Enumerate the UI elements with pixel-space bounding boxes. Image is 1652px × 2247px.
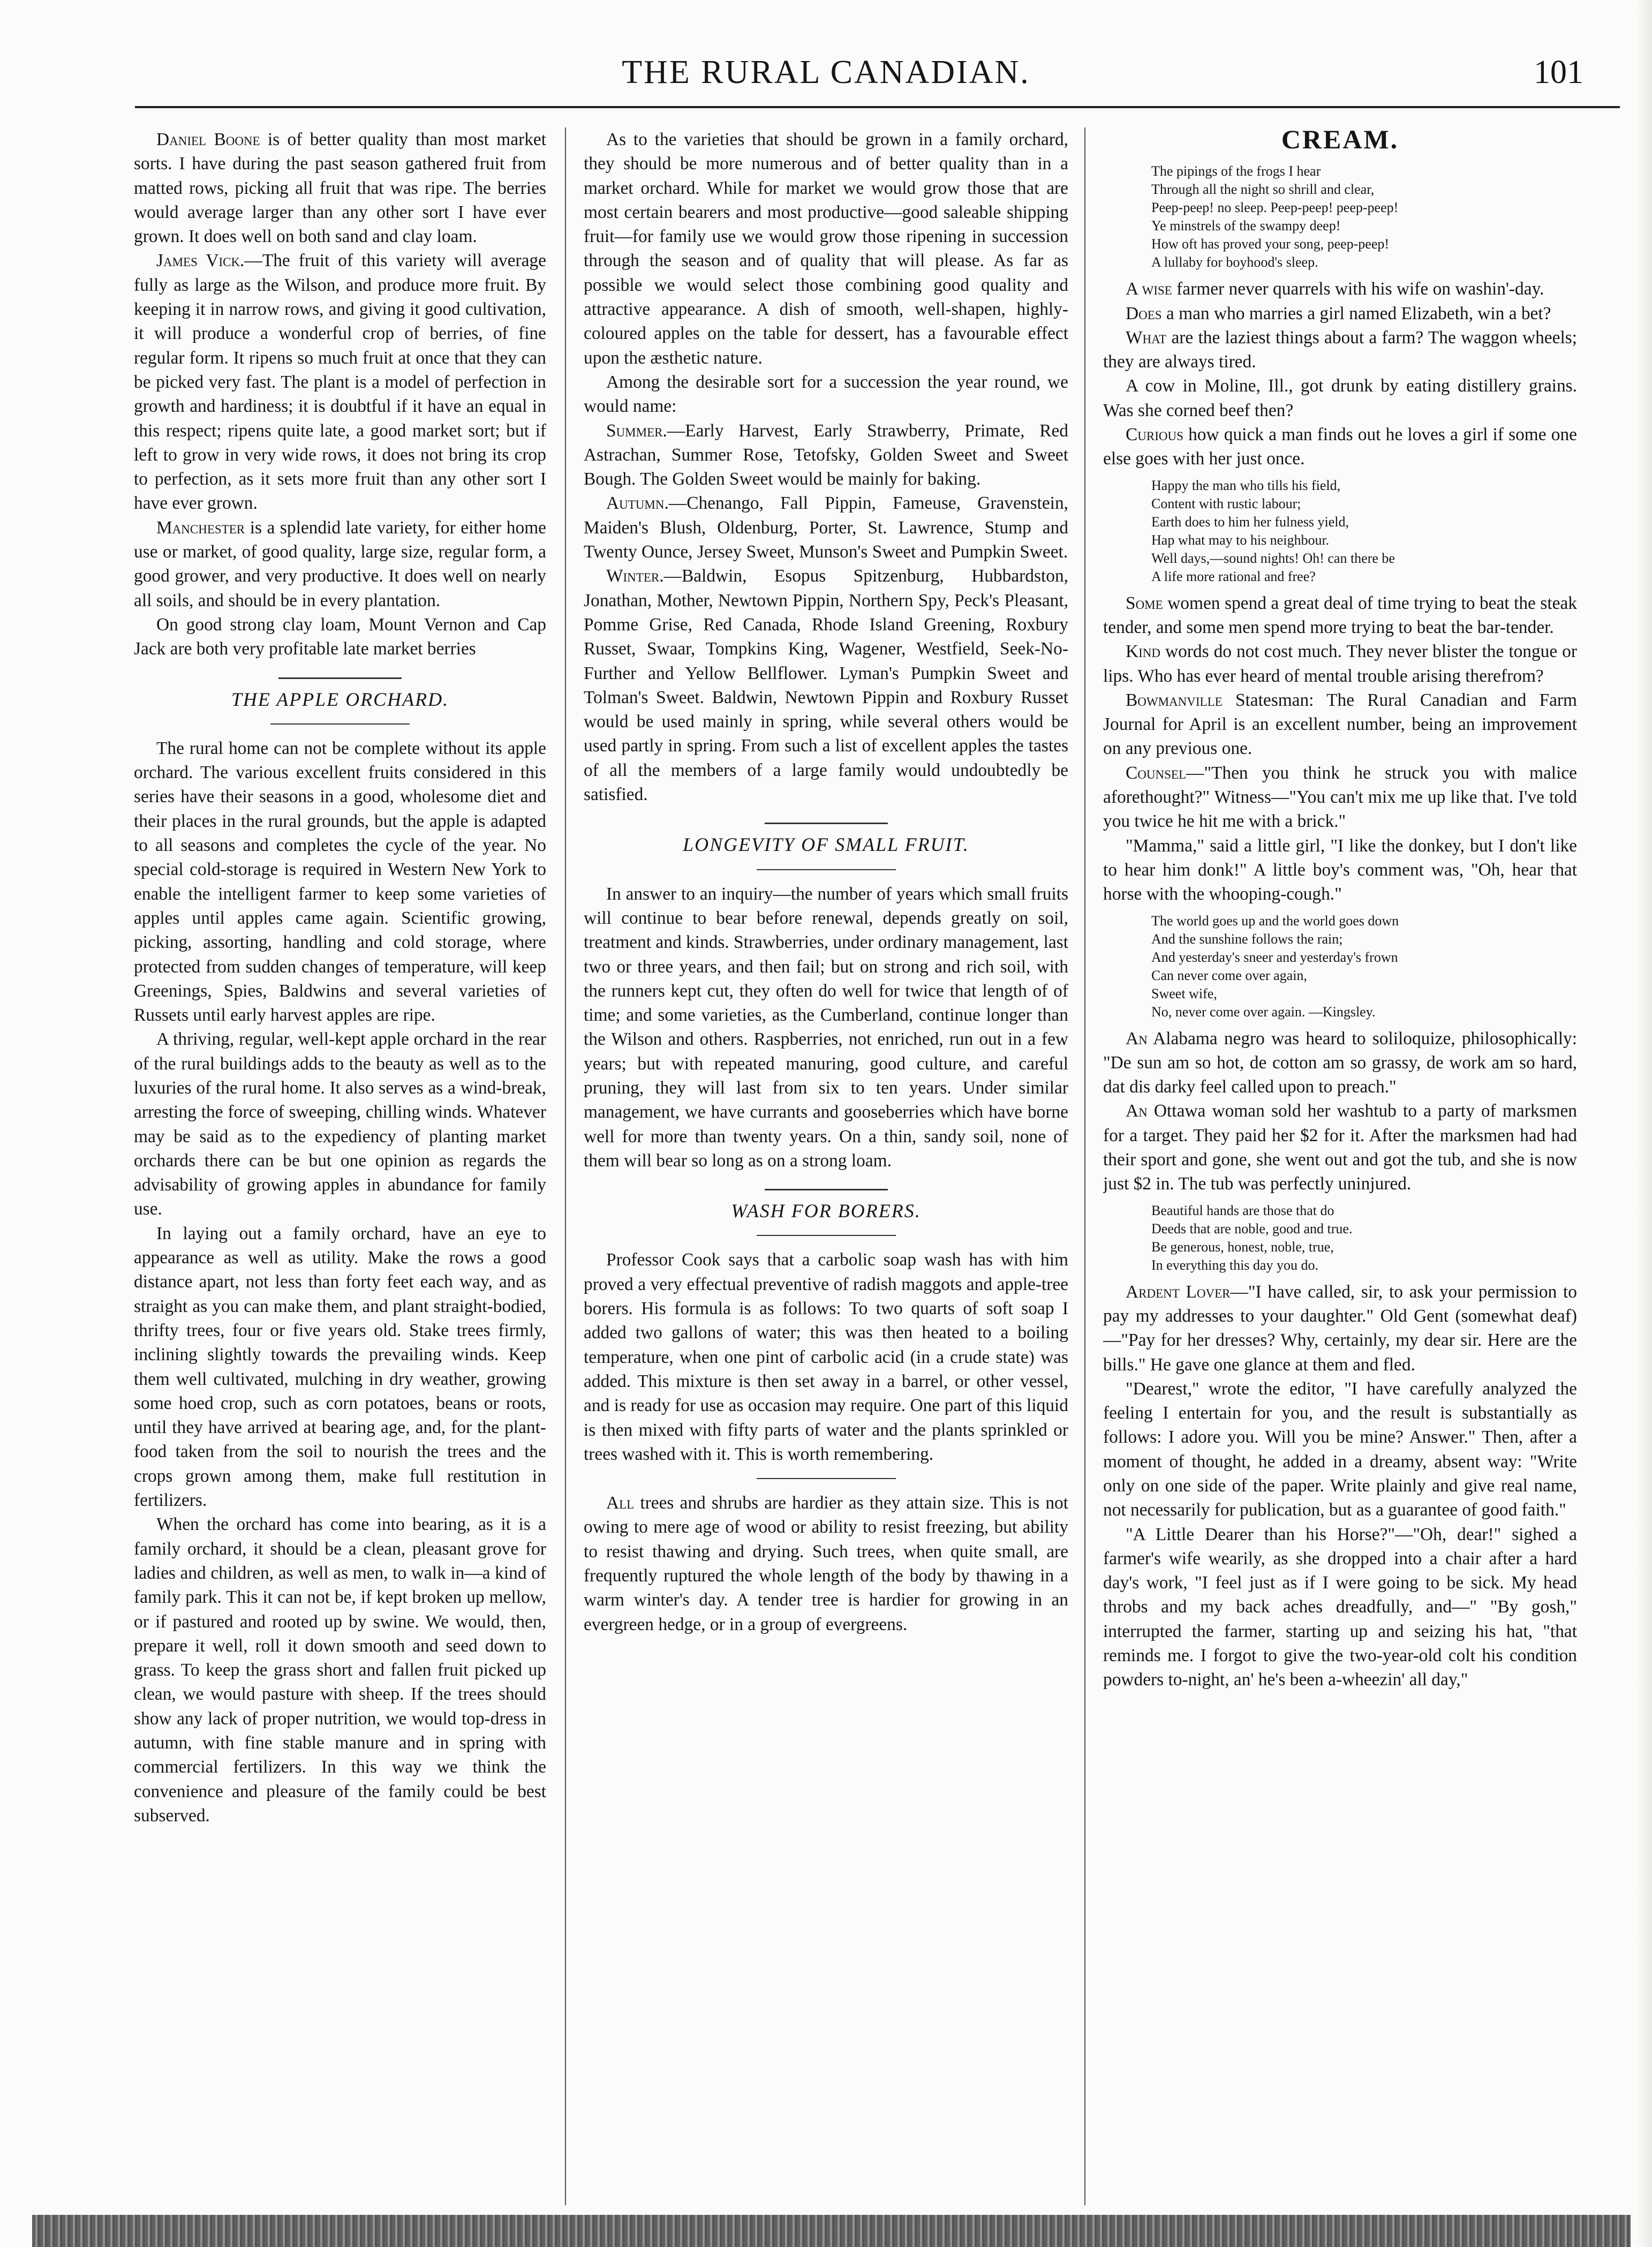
joke-washtub: An Ottawa woman sold her washtub to a party of marksmen for a target. They paid her $2 for it. After the marksmen had had their sport and gone, she went out and got the tub, and she is now just $2 in. The tub was perfectly uninjured. xyxy=(1103,1101,1577,1194)
joke-elizabeth: Does a man who marries a girl named Elizabeth, win a bet? xyxy=(1126,303,1551,323)
page-header xyxy=(0,54,1652,102)
paragraph-apple-2: A thriving, regular, well-kept apple orchard in the rear of the rural buildings adds to the beauty as well as to the luxuries of the rural home. It also serves as a wind-break, arresting the force of sweeping, chilling winds. Whatever may be said as to the expediency of planting market orchards there can be but one opinion as regards the advisability of growing apples in abundance for family use. xyxy=(134,1029,546,1219)
joke-little-dearer: "A Little Dearer than his Horse?"—"Oh, dear!" sighed a farmer's wife wearily, as she dropped into a chair after a hard day's work, "I feel just as if I were going to be sick. My head throbs and my back aches dreadfully, and—" "By gosh," interrupted the farmer, starting up and seizing his hat, "that reminds me. I forgot to give the two-year-old colt his condition powders to-night, an' he's been a-wheezin' all day," xyxy=(1103,1524,1577,1690)
column-divider-2 xyxy=(1084,127,1085,2205)
joke-kind-words: Kind words do not cost much. They never blister the tongue or lips. Who has ever heard of mental trouble arising therefrom? xyxy=(1103,642,1577,686)
page-number: 101 xyxy=(1534,54,1583,91)
paragraph-daniel-boone: Daniel Boone is of better quality than most market sorts. I have during the past season gathered fruit from matted rows, picking all fruit that was ripe. The berries would average larger than any other sort I have ever grown. It does well on both sand and clay loam. xyxy=(134,130,546,247)
paragraph-mount-vernon: On good strong clay loam, Mount Vernon and Cap Jack are both very profitable late market berries xyxy=(134,614,546,659)
column-middle xyxy=(584,127,1068,2216)
poem-kingsley: The world goes up and the world goes down And the sunshine follows the rain; And yesterday's sneer and yesterday's frown Can never come over again, Sweet wife, No, never come over again. —Kingsley. xyxy=(1151,913,1399,1020)
paragraph-apple-3: In laying out a family orchard, have an eye to appearance as well as utility. Make the rows a good distance apart, not less than forty feet each way, and as straight as you can make them, and plant straight-bodied, thrifty trees, four or five years old. Stake trees firmly, inclining slightly towards the prevailing winds. Keep them well cultivated, mulching in dry weather, growing some hoed crop, such as corn potatoes, beans or roots, until they have arrived at bearing age, and, for the plant-food taken from the soil to nourish the trees and the crops grown among them, make full restitution in fertilizers. xyxy=(134,1223,546,1511)
heading-longevity: LONGEVITY OF SMALL FRUIT. xyxy=(683,834,969,856)
joke-donkey: "Mamma," said a little girl, "I like the donkey, but I don't like to hear him donk!" A little boy's comment was, "Oh, hear that horse with the whooping-cough." xyxy=(1103,835,1577,904)
paragraph-apple-1: The rural home can not be complete without its apple orchard. The various excellent fruits considered in this series have their seasons in a good, wholesome diet and their places in the rural grounds, but the apple is adapted to all seasons and completes the cycle of the year. No special cold-storage is required in Western New York to enable the intelligent farmer to keep some varieties of apples until apples came again. Scientific growing, picking, assorting, handling and cold storage, where protected from sudden changes of temperature, will keep Greenings, Spies, Baldwins and several varieties of Russets until early harvest apples are ripe. xyxy=(134,738,546,1026)
paragraph-james-vick: James Vick.—The fruit of this variety will average fully as large as the Wilson, and produce more fruit. By keeping it in narrow rows, and giving it good cultivation, it will produce a wonderful crop of berries, of fine regular form. It ripens so much fruit at once that they can be picked very fast. The plant is a model of perfection in growth and hardiness; it is doubtful if it have an equal in this respect; ripens quite late, a good market sort; but if left to grow in very wide rows, it does not bring its crop to perfection, as it sets more fruit than any other sort I have ever grown. xyxy=(134,251,546,514)
poem-beautiful-hands: Beautiful hands are those that do Deeds that are noble, good and true. Be generous, honest, noble, true, In everything this day you do. xyxy=(1151,1202,1353,1273)
section-rule xyxy=(278,677,402,679)
heading-cream: CREAM. xyxy=(1281,127,1399,154)
joke-cow: A cow in Moline, Ill., got drunk by eating distillery grains. Was she corned beef then? xyxy=(1103,376,1577,420)
heading-wash-for-borers: WASH FOR BORERS. xyxy=(731,1200,921,1222)
joke-alabama: An Alabama negro was heard to soliloquize, philosophically: "De sun am so hot, de cotton am so grassy, de work am so hard, dat dis darky feel called upon to preach." xyxy=(1103,1028,1577,1097)
section-rule xyxy=(757,1478,896,1479)
section-rule xyxy=(757,1235,896,1236)
scan-right-edge xyxy=(1636,0,1652,2247)
section-rule xyxy=(757,869,896,870)
paragraph-autumn: Autumn.—Chenango, Fall Pippin, Fameuse, Gravenstein, Maiden's Blush, Oldenburg, Porter, St. Lawrence, Stump and Twenty Ounce, Jersey Sweet, Munson's Sweet and Pumpkin Sweet. xyxy=(584,493,1068,562)
paragraph-trees: All trees and shrubs are hardier as they attain size. This is not owing to mere age of wood or ability to resist freezing, but ability to resist thawing and drying. Such trees, when quite small, are frequently ruptured the whole length of the body by thawing in a warm winter's day. A tender tree is hardier for growing in an evergreen hedge, or in a group of evergreens. xyxy=(584,1493,1068,1634)
poem-happy-man: Happy the man who tills his field, Content with rustic labour; Earth does to him her fulness yield, Hap what may to his neighbour. Well days,—sound nights! Oh! can there be A life more rational and free? xyxy=(1151,477,1395,584)
scan-edge-strip xyxy=(32,2215,1631,2247)
newspaper-title: THE RURAL CANADIAN. xyxy=(622,54,1030,91)
paragraph-winter: Winter.—Baldwin, Esopus Spitzenburg, Hubbardston, Jonathan, Mother, Newtown Pippin, Northern Spy, Peck's Pleasant, Pomme Grise, Red Canada, Rhode Island Greening, Roxbury Russet, Swaar, Tompkins King, Wagener, Westfield, Seek-No-Further and Yellow Bellflower. Lyman's Pumpkin Sweet and Tolman's Sweet. Baldwin, Newtown Pippin and Roxbury Russet would be used mainly in spring, while several others would be used partly in spring. From such a list of excellent apples the tastes of all the members of a large family would undoubtedly be satisfied. xyxy=(584,566,1068,805)
paragraph-summer: Summer.—Early Harvest, Early Strawberry, Primate, Red Astrachan, Summer Rose, Tetofsky, Golden Sweet and Sweet Bough. The Golden Sweet would be mainly for baking. xyxy=(584,420,1068,489)
notice-bowmanville: Bowmanville Statesman: The Rural Canadian and Farm Journal for April is an excellent number, being an improvement on any previous one. xyxy=(1103,690,1577,759)
column-right xyxy=(1103,127,1577,2216)
column-divider-1 xyxy=(565,127,566,2205)
joke-counsel: Counsel—"Then you think he struck you with malice aforethought?" Witness—"You can't mix me up like that. I've told you twice he hit me with a brick." xyxy=(1103,763,1577,832)
joke-bar-tender: Some women spend a great deal of time trying to beat the steak tender, and some men spend more trying to beat the bar-tender. xyxy=(1103,593,1577,637)
section-rule xyxy=(270,723,410,725)
section-rule xyxy=(765,823,888,824)
joke-washin-day: A wise farmer never quarrels with his wife on washin'-day. xyxy=(1126,279,1544,299)
paragraph-apple-4: When the orchard has come into bearing, as it is a family orchard, it should be a clean, pleasant grove for ladies and children, as well as men, to walk in—a kind of family park. This it can not be, if kept broken up mellow, or if pastured and rooted up by swine. We would, then, prepare it well, roll it down smooth and seed down to grass. To keep the grass short and fallen fruit picked up clean, we would pasture with sheep. If the trees should show any lack of proper nutrition, we would top-dress in autumn, with fine stable manure and in spring with commercial fertilizers. In this way we think the convenience and pleasure of the family could be best subserved. xyxy=(134,1514,546,1826)
joke-dearest: "Dearest," wrote the editor, "I have carefully analyzed the feeling I entertain for you, and the result is substantially as follows: I adore you. Will you be mine? Answer." Then, after a moment of thought, he added in a dreamy, absent way: "Write only on one side of the paper. Write plainly and give real name, not necessarily for publication, but as a guarantee of good faith." xyxy=(1103,1378,1577,1520)
heading-apple-orchard: THE APPLE ORCHARD. xyxy=(231,688,449,710)
paragraph-manchester: Manchester is a splendid late variety, for either home use or market, of good quality, large size, regular form, a good grower, and very productive. It does well on nearly all soils, and should be in every plantation. xyxy=(134,517,546,610)
paragraph-longevity: In answer to an inquiry—the number of years which small fruits will continue to bear before renewal, depends greatly on soil, treatment and kinds. Strawberries, under ordinary management, last two or three years, and then fail; but on strong and rich soil, with the runners kept cut, they often do well for twice that length of of time; and some varieties, as the Cumberland, continue longer than the Wilson and others. Raspberries, not enriched, run out in a few years; but with repeated manuring, good culture, and careful pruning, they will last from six to ten years. Under similar management, we have currants and gooseberries which have borne well for more than twenty years. On a thin, sandy soil, none of them will bear so long as on a strong loam. xyxy=(584,884,1068,1171)
header-rule xyxy=(135,106,1620,108)
paragraph-wash: Professor Cook says that a carbolic soap wash has with him proved a very effectual preventive of radish maggots and apple-tree borers. His formula is as follows: To two quarts of soft soap I added two gallons of water; this was then heated to a boiling temperature, when one pint of carbolic acid (in a crude state) was added. This mixture is then set away in a barrel, or other vessel, and is ready for use as occasion may require. One part of this liquid is then mixed with fifty parts of water and the plants sprinkled or trees washed with it. This is worth remembering. xyxy=(584,1250,1068,1464)
paragraph-succession: Among the desirable sort for a succession the year round, we would name: xyxy=(584,372,1068,417)
column-left xyxy=(134,127,546,2216)
joke-curious: Curious how quick a man finds out he loves a girl if some one else goes with her just once. xyxy=(1103,425,1577,469)
joke-waggon: What are the laziest things about a farm? The waggon wheels; they are always tired. xyxy=(1103,327,1577,372)
joke-ardent-lover: Ardent Lover—"I have called, sir, to ask your permission to pay my addresses to your daughter." Old Gent (somewhat deaf)—"Pay for her dresses? Why, certainly, my dear sir. Here are the bills." He gave one glance at them and fled. xyxy=(1103,1281,1577,1375)
poem-frogs: The pipings of the frogs I hear Through all the night so shrill and clear, Peep-peep! no sleep. Peep-peep! peep-peep! Ye minstrels of the swampy deep! How oft has proved your song, peep-peep! A lullaby for boyhood's sleep. xyxy=(1151,163,1399,270)
section-rule xyxy=(765,1189,888,1190)
paragraph-varieties: As to the varieties that should be grown in a family orchard, they should be more numerous and of better quality than in a market orchard. While for market we would grow those that are most certain bearers and most productive—good saleable shipping fruit—for family use we would grow those ripening in succession through the season and of quality that will please. As far as possible we would select those combining good quality and attractive appearance. A dish of smooth, well-shapen, highly-coloured apples on the table for dessert, has a favourable effect upon the æsthetic nature. xyxy=(584,130,1068,368)
